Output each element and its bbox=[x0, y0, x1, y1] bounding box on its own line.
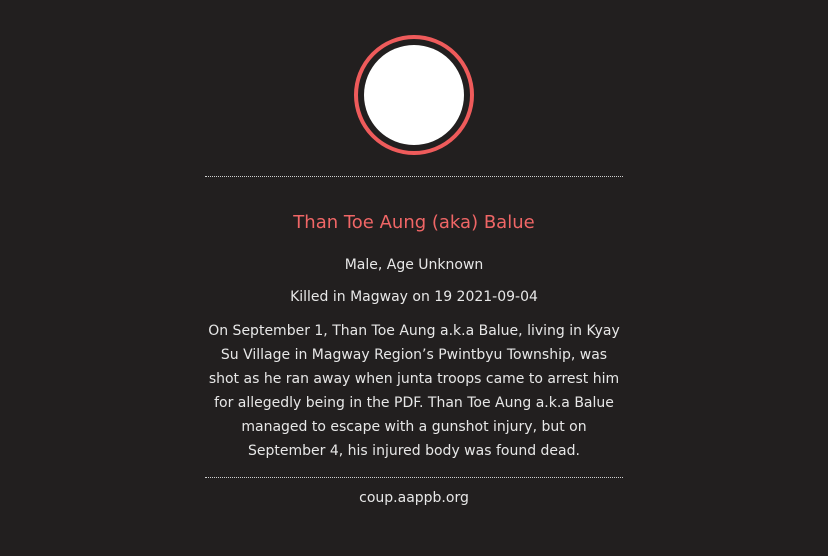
avatar-image bbox=[364, 45, 464, 145]
avatar bbox=[354, 35, 474, 155]
killed-info: Killed in Magway on 19 2021-09-04 bbox=[290, 289, 538, 305]
incident-description: On September 1, Than Toe Aung a.k.a Balue, living in Kyay Su Village in Magway Region’s Pwintbyu Township, was shot as he ran away when junta troops came to arrest him for allegedly being in the PDF. Than Toe Aung a.k.a Balue managed to escape with a gunshot injury, but on September 4, his injured body was found dead. bbox=[208, 323, 620, 459]
bottom-divider bbox=[205, 477, 623, 478]
gender-age: Male, Age Unknown bbox=[344, 257, 484, 273]
person-name: Than Toe Aung (aka) Balue bbox=[293, 212, 535, 233]
source-link[interactable]: coup.aappb.org bbox=[359, 490, 469, 506]
top-divider bbox=[205, 176, 623, 177]
